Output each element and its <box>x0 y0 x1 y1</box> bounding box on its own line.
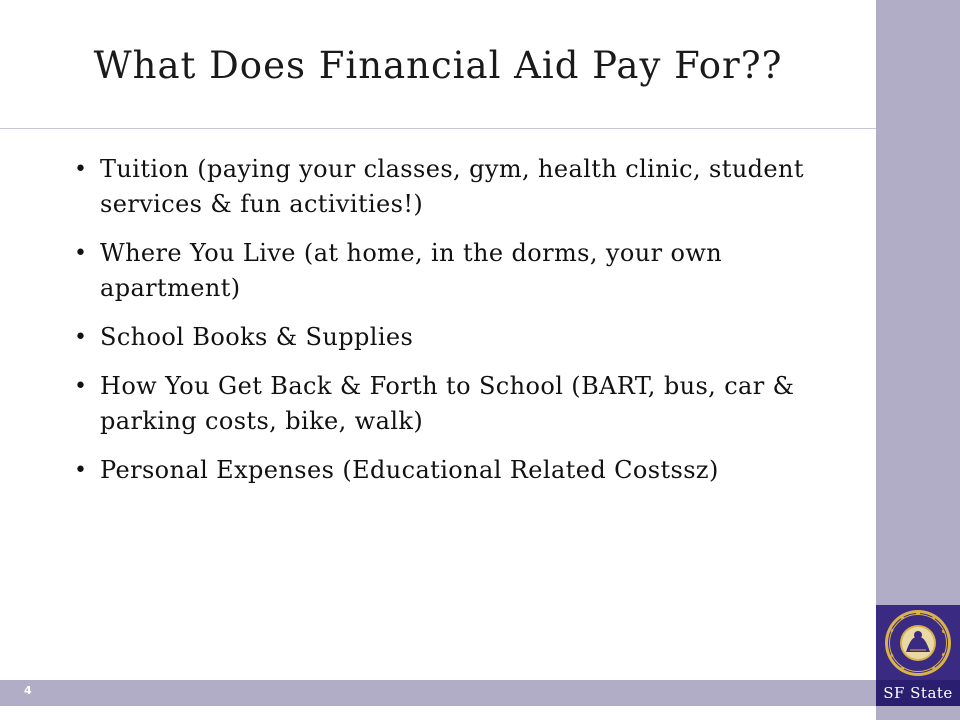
bottom-decorative-band <box>0 680 876 706</box>
bullet-text: Personal Expenses (Educational Related Costssz) <box>100 456 719 484</box>
sf-state-wordmark <box>876 680 960 706</box>
bullet-icon: • <box>74 157 88 182</box>
bullet-item-books <box>74 320 844 355</box>
bullet-icon: • <box>74 458 88 483</box>
page-number: 4 <box>24 684 32 697</box>
bullet-item-housing <box>74 236 844 306</box>
bullet-text: School Books & Supplies <box>100 323 414 351</box>
bullet-text: Tuition (paying your classes, gym, health clinic, student services & fun activities!) <box>100 155 804 218</box>
title-divider <box>0 128 876 129</box>
bullet-list <box>74 152 844 502</box>
bullet-icon: • <box>74 374 88 399</box>
bullet-item-tuition <box>74 152 844 222</box>
bullet-text: How You Get Back & Forth to School (BART, bus, car & parking costs, bike, walk) <box>100 372 795 435</box>
seal-container <box>876 605 960 680</box>
bullet-icon: • <box>74 325 88 350</box>
bullet-item-transportation <box>74 369 844 439</box>
university-seal-icon <box>882 608 954 678</box>
bullet-text: Where You Live (at home, in the dorms, your own apartment) <box>100 239 723 302</box>
slide-title: What Does Financial Aid Pay For?? <box>93 44 783 87</box>
bullet-item-personal-expenses <box>74 453 844 488</box>
bullet-icon: • <box>74 241 88 266</box>
wordmark-text: SF State <box>883 684 953 702</box>
